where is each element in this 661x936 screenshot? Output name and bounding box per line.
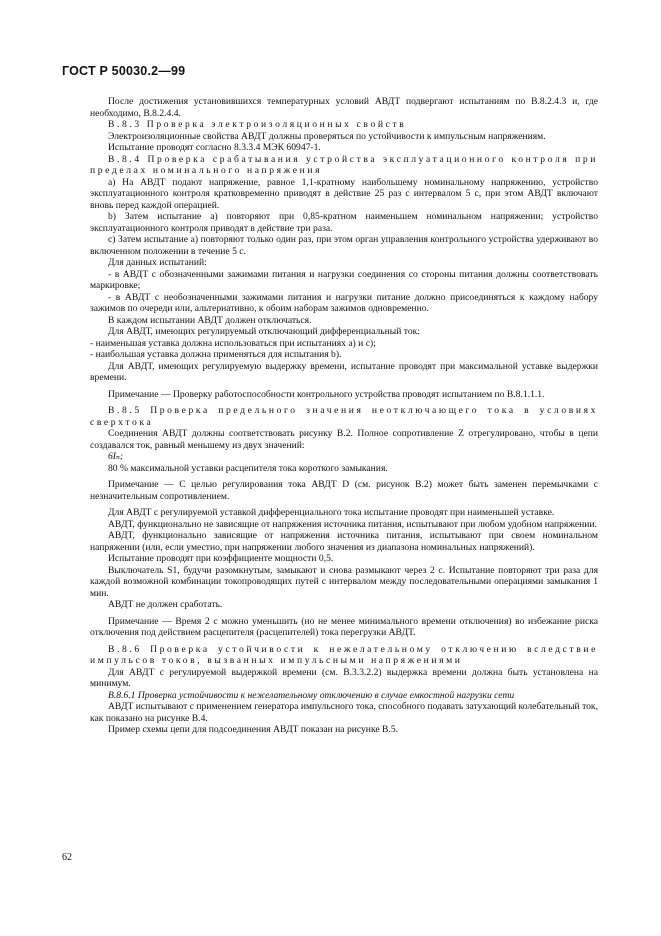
list-item: - в АВДТ с необозначенными зажимами питания и нагрузки питание должно присоединяться к каждому набору зажимов по очереди или, альтернативно, к обоим наборам зажимов одновременно. <box>90 291 598 314</box>
paragraph: Для АВДТ, имеющих регулируемый отключающий дифференциальный ток: <box>108 326 420 337</box>
paragraph: 80 % максимальной уставки расцепителя тока короткого замыкания. <box>108 462 388 474</box>
paragraph: АВДТ, функционально не зависящие от напряжения источника питания, испытывают при любом удобном напряжении. <box>108 518 597 530</box>
note: Примечание — Время 2 с можно уменьшить (но не менее минимального времени отключения) во избежание риска отключения под действием расцепителя (расцепителей) тока перегрузки АВДТ. <box>90 615 598 638</box>
paragraph: Соединения АВДТ должны соответствовать рисунку В.2. Полное сопротивление Z отрегулировано, чтобы в цепи создавался ток, равный меньшему из двух значений: <box>90 428 598 451</box>
paragraph: АВДТ испытывают с применением генератора импульсного тока, способного подавать затухающий колебательный ток, как показано на рисунке В.4. <box>90 701 598 724</box>
paragraph: Электроизоляционные свойства АВДТ должны проверяться по устойчивости к импульсным напряжениям. <box>108 130 546 142</box>
paragraph: с) Затем испытание а) повторяют только один раз, при этом орган управления контрольного устройства удерживают во включенном положении в течение 5 с. <box>90 234 598 257</box>
paragraph: АВДТ, функционально зависящие от напряжения источника питания, испытывают при своем номинальном напряжении (или, если уместно, при напряжении любого значения из диапазона номинальных напряжений). <box>90 530 598 553</box>
paragraph: После достижения установившихся температурных условий АВДТ подвергают испытаниям по В.8.2.4.3 и, где необходимо, В.8.2.4.4. <box>90 96 598 119</box>
paragraph: Для АВДТ с регулируемой выдержкой времени (см. В.3.3.2.2) выдержка времени должна быть установлена на минимум. <box>90 666 598 689</box>
list-item: - в АВДТ с обозначенными зажимами питания и нагрузки соединения со стороны питания должны соответствовать маркировке; <box>90 268 598 291</box>
subsection-heading-b861: В.8.6.1 Проверка устойчивости к нежелательному отключению в случае емкостной нагрузки сети <box>108 689 515 701</box>
paragraph: а) На АВДТ подают напряжение, равное 1,1-кратному наибольшему номинальному напряжению, устройство эксплуатационного контроля кратковременно приводят в действие 25 раз с интервалом 5 с, при этом АВДТ включают вновь перед каждой операцией. <box>90 176 598 211</box>
list-item: - наименьшая уставка должна использоваться при испытаниях а) и с); <box>90 337 376 349</box>
paragraph: В каждом испытании АВДТ должен отключаться. <box>108 314 312 326</box>
paragraph: Для АВДТ с регулируемой уставкой дифференциального тока испытание проводят при наименьшей уставке. <box>108 507 555 518</box>
paragraph: Для данных испытаний: <box>108 257 207 268</box>
document-header: ГОСТ Р 50030.2—99 <box>62 64 186 78</box>
section-heading-b86: В.8.6 Проверка устойчивости к нежелательному отключению вследствие импульсов токов, вызванных импульсными напряжениями <box>90 643 598 666</box>
paragraph: Испытание проводят при коэффициенте мощности 0,5. <box>108 553 334 564</box>
section-heading-b83: В.8.3 Проверка электроизоляционных свойств <box>108 119 407 130</box>
paragraph: b) Затем испытание а) повторяют при 0,85-кратном наименьшем номинальном напряжении; устройство эксплуатационного контроля приводят в действие три раза. <box>90 211 598 234</box>
list-item: - наибольшая уставка должна применяться для испытания b). <box>90 349 342 360</box>
section-heading-b84: В.8.4 Проверка срабатывания устройства эксплуатационного контроля при пределах номинального напряжения <box>90 153 598 176</box>
paragraph: Для АВДТ, имеющих регулируемую выдержку времени, испытание проводят при максимальной уставке выдержки времени. <box>90 360 598 383</box>
paragraph: Пример схемы цепи для подсоединения АВДТ показан на рисунке В.5. <box>108 724 399 735</box>
note: Примечание — С целью регулирования тока АВДТ D (см. рисунок В.2) может быть заменен перемычками с незначительным сопротивлением. <box>90 479 598 502</box>
paragraph: АВДТ не должен сработать. <box>108 599 223 610</box>
note: Примечание — Проверку работоспособности контрольного устройства проводят испытанием по В.8.1.1.1. <box>108 388 545 400</box>
page-number: 62 <box>62 852 72 863</box>
paragraph: Испытание проводят согласно 8.3.3.4 МЭК 60947-1. <box>108 142 321 153</box>
paragraph: Выключатель S1, будучи разомкнутым, замыкают и снова размыкают через 2 с. Испытание повторяют три раза для каждой возможной комбинации токопроводящих путей с интервалом между последовательными операциями замыкания 1 мин. <box>90 564 598 599</box>
section-heading-b85: В.8.5 Проверка предельного значения неотключающего тока в условиях сверхтока <box>90 405 598 428</box>
page-body <box>90 96 598 736</box>
formula: 6Iₙ; <box>108 451 124 462</box>
